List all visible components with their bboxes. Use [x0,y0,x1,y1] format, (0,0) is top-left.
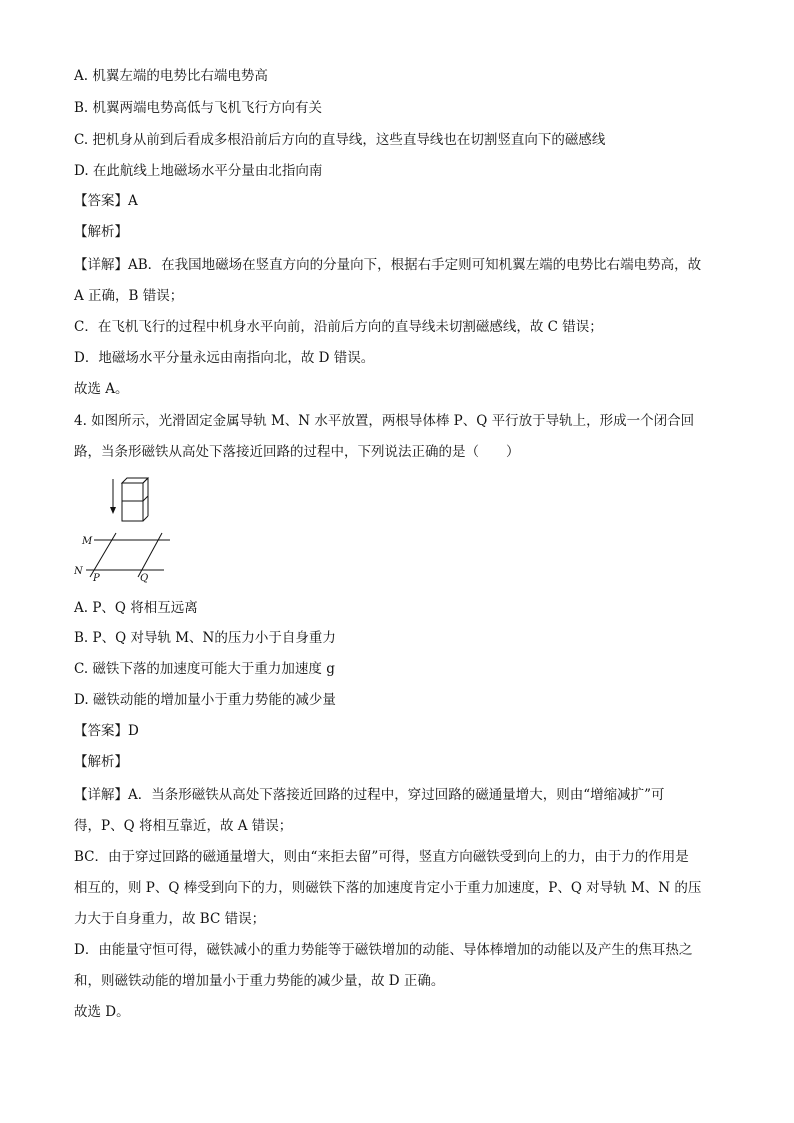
option-c: C. 把机身从前到后看成多根沿前后方向的直导线，这些直导线也在切割竖直向下的磁感线 [74,132,606,148]
option-c: C. 磁铁下落的加速度可能大于重力加速度 g [74,661,335,677]
detail-line: C．在飞机飞行的过程中机身水平向前，沿前后方向的直导线未切割磁感线，故 C 错误； [74,319,603,335]
label-n: N [74,566,83,577]
magnet-rail-figure [74,473,184,588]
label-p: P [93,573,100,584]
option-d: D. 在此航线上地磁场水平分量由北指向南 [74,163,323,179]
arrow-head [110,507,116,514]
analysis-label: 【解析】 [74,754,128,770]
magnet-upper-block [122,483,143,501]
detail-line: 相互的，则 P、Q 棒受到向下的力，则磁铁下落的加速度肯定小于重力加速度，P、Q 对导轨 M、N 的压 [74,880,702,896]
detail-line: D．地磁场水平分量永远由南指向北，故 D 错误。 [74,350,375,366]
detail-line: 故选 A。 [74,381,129,397]
detail-line: 力大于自身重力，故 BC 错误； [74,911,266,927]
answer: 【答案】D [74,723,139,739]
detail-line: 【详解】AB．在我国地磁场在竖直方向的分量向下，根据右手定则可知机翼左端的电势比右端电势高，故 [74,257,702,273]
option-a: A. P、Q 将相互远离 [74,600,198,616]
label-m: M [82,536,93,547]
question-stem: 路，当条形磁铁从高处下落接近回路的过程中，下列说法正确的是（ ） [74,444,520,460]
option-b: B. P、Q 对导轨 M、N的压力小于自身重力 [74,630,336,646]
magnet-lower-block [122,501,143,521]
detail-line: D．由能量守恒可得，磁铁减小的重力势能等于磁铁增加的动能、导体棒增加的动能以及产生的焦耳热之 [74,942,693,958]
detail-line: 【详解】A．当条形磁铁从高处下落接近回路的过程中，穿过回路的磁通量增大，则由“增缩减扩”可 [74,787,665,803]
answer: 【答案】A [74,193,138,209]
detail-line: BC．由于穿过回路的磁通量增大，则由“来拒去留”可得，竖直方向磁铁受到向上的力，由于力的作用是 [74,849,689,865]
analysis-label: 【解析】 [74,224,128,240]
detail-line: 故选 D。 [74,1004,130,1020]
label-q: Q [140,573,149,584]
option-a: A. 机翼左端的电势比右端电势高 [74,68,268,84]
question-stem: 4. 如图所示，光滑固定金属导轨 M、N 水平放置，两根导体棒 P、Q 平行放于导轨上，形成一个闭合回 [74,413,695,429]
detail-line: 和，则磁铁动能的增加量小于重力势能的减少量，故 D 正确。 [74,973,445,989]
detail-line: 得，P、Q 将相互靠近，故 A 错误； [74,818,293,834]
option-d: D. 磁铁动能的增加量小于重力势能的减少量 [74,692,336,708]
option-b: B. 机翼两端电势高低与飞机飞行方向有关 [74,100,323,116]
detail-line: A 正确，B 错误； [74,288,184,304]
